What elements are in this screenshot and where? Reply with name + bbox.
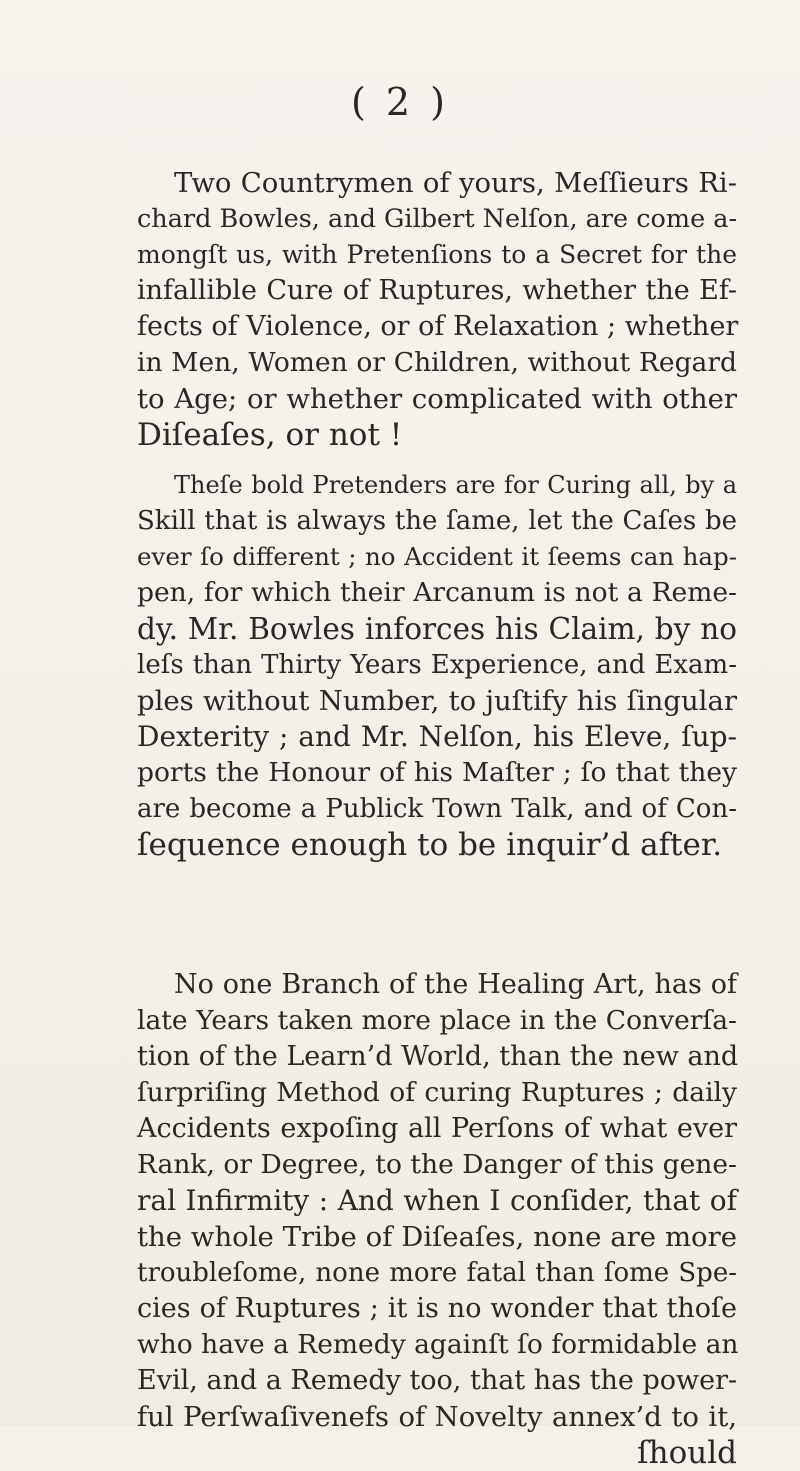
- text-line: mongſt us, with Pretenſions to a Secret for the: [137, 240, 737, 269]
- text-line: pen, for which their Arcanum is not a Reme-: [137, 577, 737, 608]
- text-line: ever ſo different ; no Accident it ſeems can hap-: [137, 542, 737, 571]
- text-line: ples without Number, to juſtify his ſingular: [137, 685, 737, 717]
- text-line: infallible Cure of Ruptures, whether the Ef-: [137, 275, 737, 306]
- text-line: cies of Ruptures ; it is no wonder that thoſe: [137, 1293, 737, 1324]
- text-line: who have a Remedy againſt ſo formidable an: [137, 1329, 739, 1360]
- text-line: ſurpriſing Method of curing Ruptures ; daily: [137, 1077, 737, 1108]
- text-line: are become a Publick Town Talk, and of Con-: [137, 794, 737, 824]
- text-line: ral Infirmity : And when I conſider, that of: [137, 1184, 737, 1217]
- paragraph-3: [137, 967, 737, 1471]
- text-line: tion of the Learn’d World, than the new and: [137, 1041, 739, 1072]
- text-line: Dexterity ; and Mr. Nelſon, his Eleve, ſup-: [137, 720, 737, 753]
- text-line: ports the Honour of his Maſter ; ſo that they: [137, 757, 737, 788]
- paragraph-1: [137, 165, 737, 453]
- text-line: chard Bowles, and Gilbert Nelſon, are come a-: [137, 204, 738, 234]
- text-line: fects of Violence, or of Relaxation ; whether: [137, 311, 739, 342]
- text-line: Skill that is always the ſame, let the Caſes be: [137, 506, 737, 536]
- paragraph-2: [137, 467, 737, 863]
- text-line: ful Perſwaſivenefs of Novelty annex’d to it,: [137, 1401, 737, 1433]
- page-number: ( 2 ): [351, 80, 449, 124]
- text-line: Theſe bold Pretenders are for Curing all, by a: [174, 471, 737, 499]
- text-line: ſequence enough to be inquir’d after.: [137, 827, 723, 863]
- text-line: dy. Mr. Bowles inforces his Claim, by no: [137, 612, 737, 646]
- text-line: No one Branch of the Healing Art, has of: [174, 969, 737, 1000]
- catchword: ſhould: [637, 1435, 737, 1471]
- text-line: the whole Tribe of Diſeaſes, none are more: [137, 1221, 737, 1253]
- text-line: Evil, and a Remedy too, that has the power-: [137, 1365, 738, 1396]
- text-line: to Age; or whether complicated with other: [137, 383, 737, 415]
- text-line: Rank, or Degree, to the Danger of this gene-: [137, 1149, 737, 1180]
- text-line: Two Countrymen of yours, Meſſieurs Ri-: [174, 167, 737, 199]
- text-line: troubleſome, none more fatal than ſome Spe-: [137, 1258, 737, 1288]
- text-line: Diſeaſes, or not !: [137, 417, 403, 453]
- text-line: Accidents expoſing all Perſons of what ever: [137, 1113, 737, 1144]
- text-line: leſs than Thirty Years Experience, and Exam-: [137, 650, 737, 680]
- text-line: in Men, Women or Children, without Regard: [137, 347, 737, 378]
- text-line: late Years taken more place in the Converſa-: [137, 1005, 737, 1036]
